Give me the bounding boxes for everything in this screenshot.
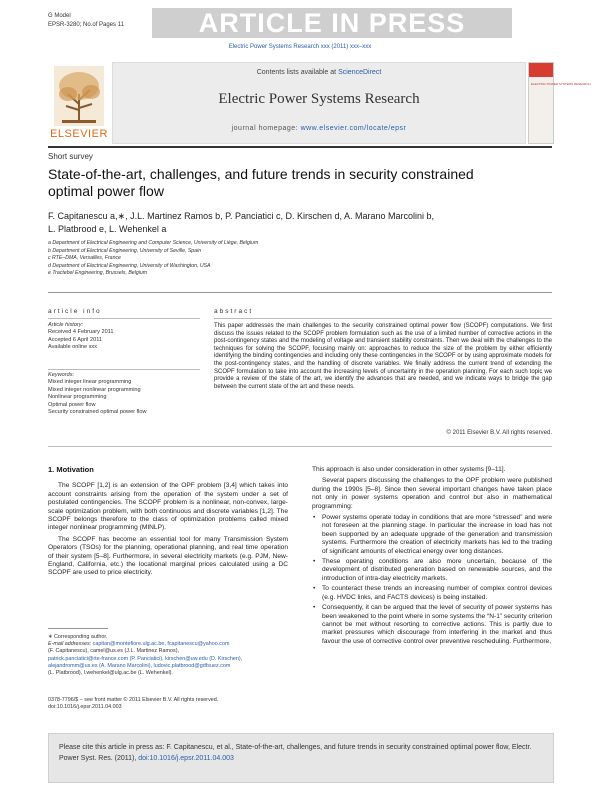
- email-line: (F. Capitanescu), camel@us.es (J.L. Martinez Ramos),: [48, 648, 179, 655]
- abstract-heading: abstract: [214, 308, 254, 315]
- footnotes: [48, 634, 288, 677]
- accepted-date: Accepted 6 April 2011: [48, 336, 103, 343]
- running-header-info: [48, 12, 124, 30]
- history-heading: Article history:: [48, 322, 84, 328]
- article-info-rule: [48, 318, 200, 319]
- author-list: [48, 210, 548, 236]
- citation-text: Please cite this article in press as: F. Capitanescu, et al., State-of-the-art, challenges, and future trends in security constrained optimal power flow, Electr. Power Syst. Res. (2011),: [59, 744, 532, 762]
- journal-info-box: [112, 62, 526, 144]
- list-item: • To counteract these trends an increasing number of complex control devices (e.g. HVDC links, and FACTS devices) is being installed.: [320, 585, 552, 602]
- cover-title: ELECTRIC POWER SYSTEMS RESEARCH: [531, 82, 591, 86]
- email-line: (L. Platbrood), l.wehenkel@ulg.ac.be (L. Wehenkel).: [48, 670, 173, 677]
- article-info-heading: article info: [48, 308, 102, 315]
- journal-homepage: [113, 125, 525, 132]
- affiliation-d: d Department of Electrical Engineering, University of Washington, USA: [48, 262, 211, 269]
- issn-info: [48, 697, 288, 711]
- affiliation-a: a Department of Electrical Engineering and Computer Science, University of Liège, Belgium: [48, 240, 259, 246]
- keyword: Security constrained optimal power flow: [48, 409, 147, 416]
- affiliation-e: e Tractebel Engineering, Brussels, Belgium: [48, 270, 148, 277]
- contents-line: [113, 69, 525, 76]
- issn-line: 0378-7796/$ – see front matter © 2011 Elsevier B.V. All rights reserved.: [48, 697, 219, 703]
- bullet-list: [312, 514, 552, 646]
- authors-line-2: L. Platbrood e, L. Wehenkel a: [48, 224, 167, 234]
- journal-citation-line: Electric Power Systems Research xxx (2011) xxx–xxx: [228, 44, 372, 50]
- masthead-rule: [48, 146, 552, 148]
- title-divider: [48, 292, 552, 293]
- citation-doi-link[interactable]: doi:10.1016/j.epsr.2011.04.003: [138, 755, 234, 762]
- keyword: Nonlinear programming: [48, 394, 107, 401]
- citation-box: [48, 733, 554, 783]
- paragraph: The SCOPF [1,2] is an extension of the OPF problem [3,4] which takes into account constraints arising from the operation of the system under a set of postulated contingencies. The SCOPF problem is a nonlinear, non-convex, large-scale optimization problem, with both continuous and discrete variables [1,2]. The SCOPF belongs therefore to the class of optimization problems called mixed integer nonlinear programming (MINLP).: [48, 482, 288, 532]
- right-column: [312, 466, 552, 648]
- journal-masthead: [48, 62, 591, 144]
- keywords-heading: Keywords:: [48, 372, 75, 378]
- email-links[interactable]: capitan@montefiore.ulg.ac.be, fcapitanescu@yahoo.com: [92, 641, 230, 648]
- affiliation-b: b Department of Electrical Engineering, University of Seville, Spain: [48, 247, 202, 254]
- footnote-rule: [48, 628, 108, 629]
- email-line[interactable]: alejandromm@us.es (A. Marano Marcolini), ludovic.platbrood@gdfsuez.com: [48, 662, 231, 669]
- article-history: [48, 322, 200, 352]
- homepage-link[interactable]: www.elsevier.com/locate/epsr: [300, 125, 407, 132]
- affiliation-c: c RTE–DMA, Versailles, France: [48, 255, 121, 262]
- abstract-bottom-rule: [48, 446, 552, 447]
- publisher-name: ELSEVIER: [50, 128, 108, 140]
- journal-title: Electric Power Systems Research: [218, 91, 420, 107]
- abstract-rule: [214, 318, 552, 319]
- page-count: No.of Pages 11: [83, 22, 124, 28]
- contents-prefix: Contents lists available at: [256, 69, 337, 76]
- abstract-copyright: © 2011 Elsevier B.V. All rights reserved.: [446, 430, 552, 436]
- affiliations: [48, 240, 548, 278]
- paragraph: Several papers discussing the challenges to the OPF problem were published during the 1990s [5–8]. Since then several important changes have taken place not only in power systems operation and control but also in mathematical programming:: [312, 477, 552, 510]
- keywords-rule: [48, 369, 200, 370]
- list-item: • These operating conditions are also more uncertain, because of the development of distributed generation based on renewable sources, and the introduction of intra-day electricity markets.: [320, 558, 552, 583]
- doi-line[interactable]: doi:10.1016/j.epsr.2011.04.003: [48, 704, 122, 711]
- paragraph: The SCOPF has become an essential tool for many Transmission System Operators (TSOs) for the planning, operational planning, and real time operation of their system [5–8]. Furthermore, in several electricity markets (e.g. PJM, New-England, California, etc.) the locational marginal prices calculated using a DC SCOPF are used to price electricity.: [48, 535, 288, 577]
- article-type: Short survey: [48, 152, 93, 161]
- available-online: Available online xxx: [48, 344, 98, 351]
- homepage-prefix: journal homepage:: [231, 125, 299, 132]
- journal-cover-thumbnail: [528, 62, 591, 142]
- article-title: State-of-the-art, challenges, and future trends in security constrained optimal power flow: [48, 166, 474, 199]
- received-date: Received 4 February 2011: [48, 329, 114, 336]
- sciencedirect-link[interactable]: ScienceDirect: [338, 69, 382, 76]
- abstract-text: This paper addresses the main challenges to the security constrained optimal power flow (SCOPF) computations. We first discuss the issues related to the SCOPF problem formulation such as the use of a limited number of corrective actions in the post-contingency states and the modeling of voltage and transient stability constraints. Then we deal with the challenges to the techniques for solving the SCOPF, focusing mainly on: approaches to reduce the size of the problem by either efficiently identifying the binding contingencies and including only these contingencies in the SCOPF or by using approximate models for the post-contingency states, and the handling of discrete variables. We finally address the current trend of extending the SCOPF formulation to take into account the increasing levels of uncertainty in the operation planning. For each such topic we provide a review of the state of the art, we identify the advances that are needed, and we indicate ways to bridge the gap between the current state of the art and these needs.: [214, 323, 552, 390]
- elsevier-tree-logo: [48, 64, 110, 134]
- journal-cover-icon: [529, 63, 591, 143]
- keywords: [48, 372, 200, 416]
- keyword: Mixed integer linear programming: [48, 379, 132, 386]
- left-column: [48, 466, 288, 581]
- corresponding-author-note: ∗ Corresponding author.: [48, 634, 108, 640]
- article-code: EPSR-3280;: [48, 22, 82, 28]
- gmodel-label: G Model: [48, 13, 71, 19]
- email-line[interactable]: patrick.panciatici@rte-france.com (P. Panciatici), kirschen@uw.edu (D. Kirschen),: [48, 655, 243, 662]
- authors-line-1: F. Capitanescu a,∗, J.L. Martinez Ramos b, P. Panciatici c, D. Kirschen d, A. Marano Marcolini b,: [48, 211, 435, 221]
- email-label: E-mail addresses:: [48, 641, 92, 648]
- keyword: Mixed integer nonlinear programming: [48, 386, 141, 393]
- list-item: • Consequently, it can be argued that the level of security of power systems has been weakened to the point where in some systems the “N-1” security criterion cannot be met without resorting to corrective actions. This is partly due to market pressures which discourage from interfering in the market and thus favour the use of corrective control over preventive rescheduling. Furthermore,: [320, 604, 552, 646]
- keyword: Optimal power flow: [48, 401, 96, 408]
- list-item: • Power systems operate today in conditions that are more “stressed” and were not foreseen at the planning stage. In particular the increase in load has not been supported by an adequate upgrade of the generation and transmission systems. Furthermore the creation of electricity markets has led to the trading of significant amounts of electrical energy over long distances.: [320, 514, 552, 556]
- article-in-press-banner: ARTICLE IN PRESS: [152, 8, 512, 38]
- section-1-heading: 1. Motivation: [48, 465, 94, 474]
- paragraph: This approach is also under consideration in other systems [9–11].: [312, 466, 506, 473]
